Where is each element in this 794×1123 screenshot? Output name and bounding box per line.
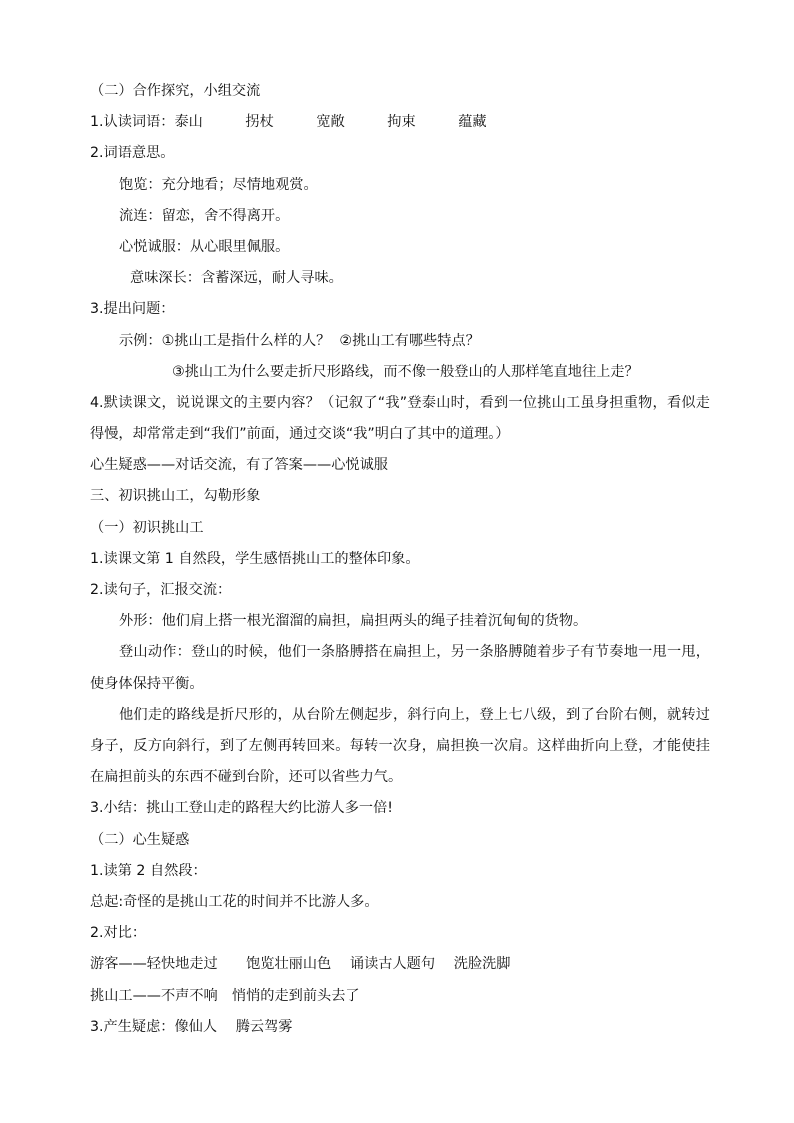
definition-baolan: 饱览：充分地看；尽情地观赏。 [119,176,318,193]
definition-yiweishenchang: 意味深长：含蓄深远，耐人寻味。 [130,270,343,287]
subsection-heading-first-look: （一）初识挑山工 [90,519,204,536]
compare-heading: 2.对比： [90,925,147,942]
section-heading-three: 三、初识挑山工，勾勒形象 [90,488,261,505]
read-paragraph-2: 1.读第 2 自然段： [90,862,207,879]
definition-liulian: 流连：留恋，舍不得离开。 [119,207,290,224]
topic-sentence: 总起:奇怪的是挑山工花的时间并不比游人多。 [90,893,379,910]
section-heading-cooperative-inquiry: （二）合作探究，小组交流 [90,83,261,99]
climbing-action-paragraph: 登山动作：登山的时候，他们一条胳膊搭在扁担上，另一条胳膊随着步子有节奏地一甩一甩，使身体保持平衡。 [90,644,710,692]
read-paragraph-1: 1.读课文第 1 自然段，学生感悟挑山工的整体印象。 [90,550,420,567]
route-description-paragraph: 他们走的路线是折尺形的，从台阶左侧起步，斜行向上，登上七八级，到了台阶右侧，就转过身子，反方向斜行，到了左侧再转回来。每转一次身，扁担换一次肩。这样曲折向上登，才能使挂在扁担前头的东西不碰到台阶，还可以省些力气。 [90,706,710,786]
doubt-line: 3.产生疑虑：像仙人 腾云驾雾 [90,1018,293,1035]
porter-comparison: 挑山工——不声不响 悄悄的走到前头去了 [90,987,360,1004]
document-body [90,76,710,1043]
summary-line: 3.小结：挑山工登山走的路程大约比游人多一倍! [90,800,393,817]
subsection-heading-doubt: （二）心生疑惑 [90,831,190,848]
main-content-paragraph: 4.默读课文，说说课文的主要内容？（记叙了“我”登泰山时，看到一位挑山工虽身担重物，看似走得慢，却常常走到“我们”前面，通过交谈“我”明白了其中的道理。） [90,394,710,443]
read-sentences-heading: 2.读句子，汇报交流： [90,582,232,599]
example-questions: 示例：①挑山工是指什么样的人？ ②挑山工有哪些特点？ [119,332,480,349]
tourist-comparison: 游客——轻快地走过 饱览壮丽山色 诵读古人题句 洗脸洗脚 [90,956,511,973]
thought-flow-line: 心生疑惑——对话交流，有了答案——心悦诚服 [90,457,388,474]
appearance-description: 外形：他们肩上搭一根光溜溜的扁担，扁担两头的绳子挂着沉甸甸的货物。 [119,613,588,630]
vocabulary-list: 1.认读词语：泰山 拐杖 宽敞 拘束 蕴藏 [90,114,487,131]
word-meaning-heading: 2.词语意思。 [90,145,175,162]
ask-questions-heading: 3.提出问题： [90,301,175,318]
definition-xinyuechengfu: 心悦诚服：从心眼里佩服。 [119,238,290,255]
example-question-3: ③挑山工为什么要走折尺形路线，而不像一般登山的人那样笔直地往上走？ [172,363,639,380]
